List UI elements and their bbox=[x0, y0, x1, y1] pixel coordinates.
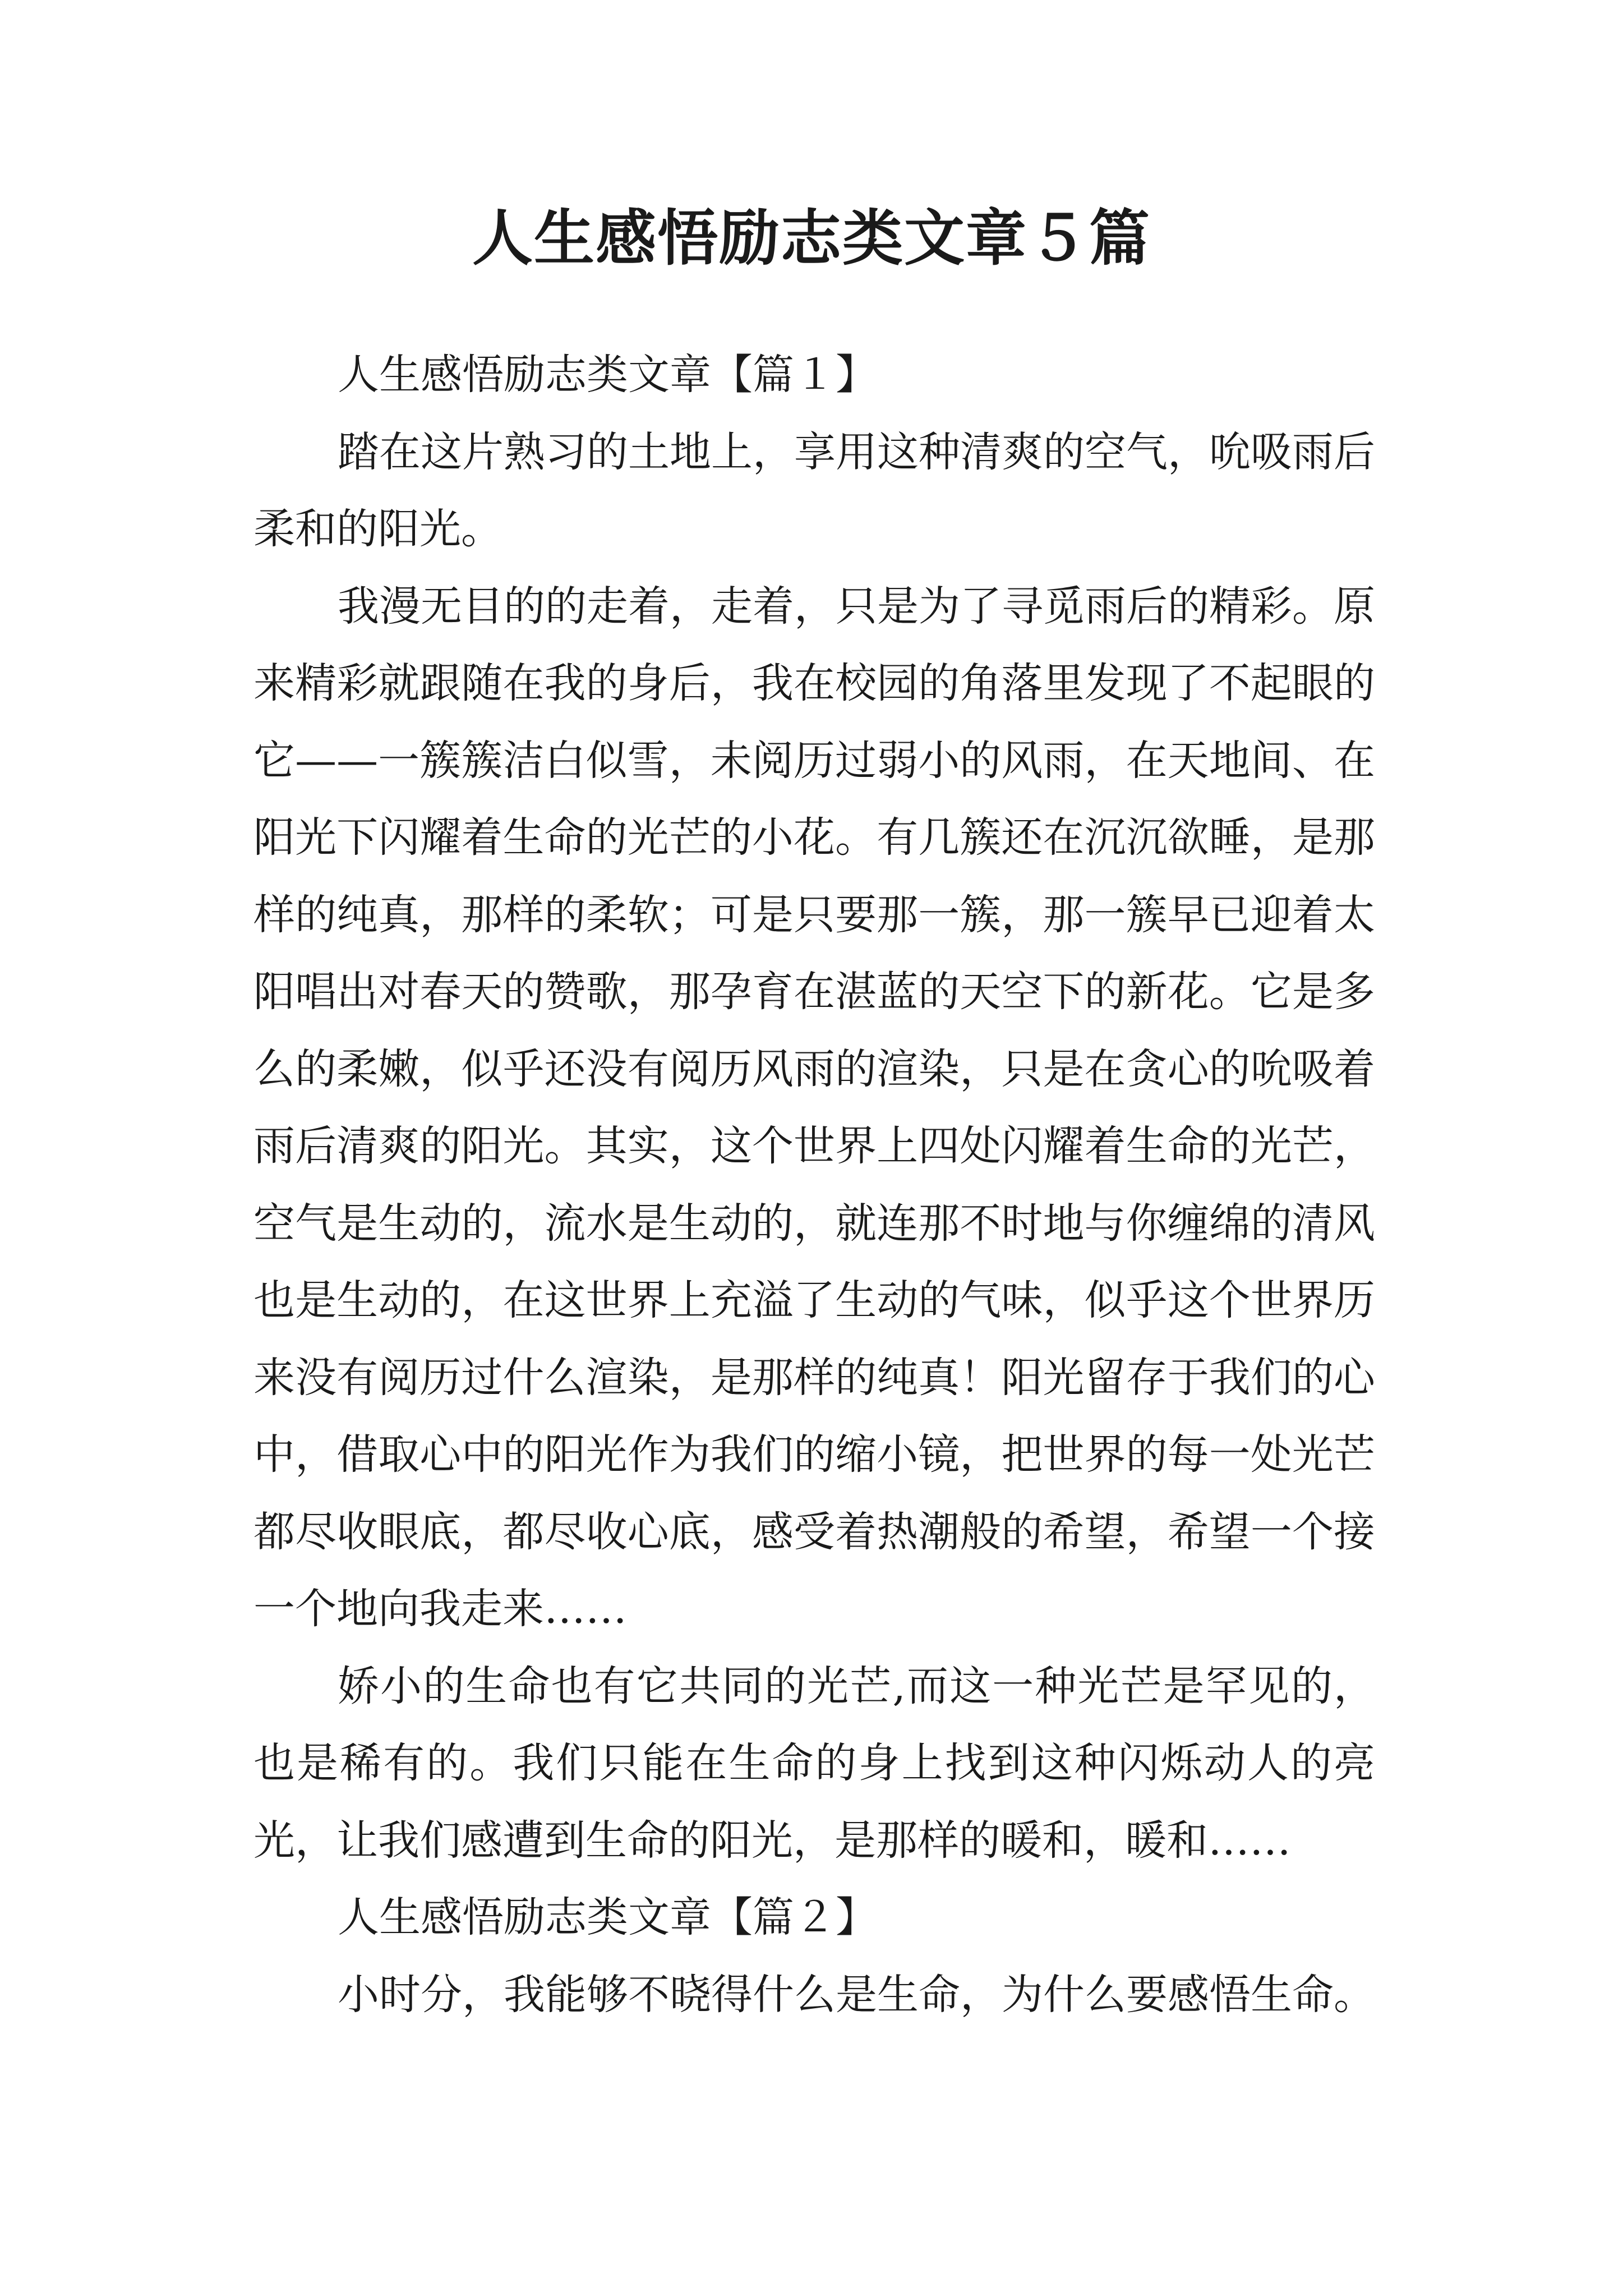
document-title: 人生感悟励志类文章５篇 bbox=[472, 203, 1151, 274]
section-heading-1: 人生感悟励志类文章【篇１】 bbox=[338, 351, 877, 399]
paragraph: 我漫无目的的走着，走着，只是为了寻觅雨后的精彩。原来精彩就跟随在我的身后，我在校园的角落里发现了不起眼的它——一簇簇洁白似雪，未阅历过弱小的风雨，在天地间、在阳光下闪耀着生命的光芒的小花。有几簇还在沉沉欲睡，是那样的纯真，那样的柔软；可是只要那一簇，那一簇早已迎着太阳唱出对春天的赞歌，那孕育在湛蓝的天空下的新花。它是多么的柔嫩，似乎还没有阅历风雨的渲染，只是在贪心的吮吸着雨后清爽的阳光。其实，这个世界上四处闪耀着生命的光芒，空气是生动的，流水是生动的，就连那不时地与你缠绵的清风也是生动的，在这世界上充溢了生动的气味，似乎这个世界历来没有阅历过什么渲染，是那样的纯真！阳光留存于我们的心中，借取心中的阳光作为我们的缩小镜，把世界的每一处光芒都尽收眼底，都尽收心底，感受着热潮般的希望，希望一个接一个地向我走来…… bbox=[253, 582, 1375, 1633]
section-heading-2: 人生感悟励志类文章【篇２】 bbox=[338, 1893, 877, 1941]
document-body bbox=[253, 337, 1375, 2033]
paragraph: 娇小的生命也有它共同的光芒,而这一种光芒是罕见的，也是稀有的。我们只能在生命的身上找到这种闪烁动人的亮光，让我们感遭到生命的阳光，是那样的暖和，暖和…… bbox=[253, 1662, 1375, 1865]
paragraph: 踏在这片熟习的土地上，享用这种清爽的空气，吮吸雨后柔和的阳光。 bbox=[253, 427, 1375, 553]
paragraph: 小时分，我能够不晓得什么是生命，为什么要感悟生命。 bbox=[338, 1970, 1375, 2019]
